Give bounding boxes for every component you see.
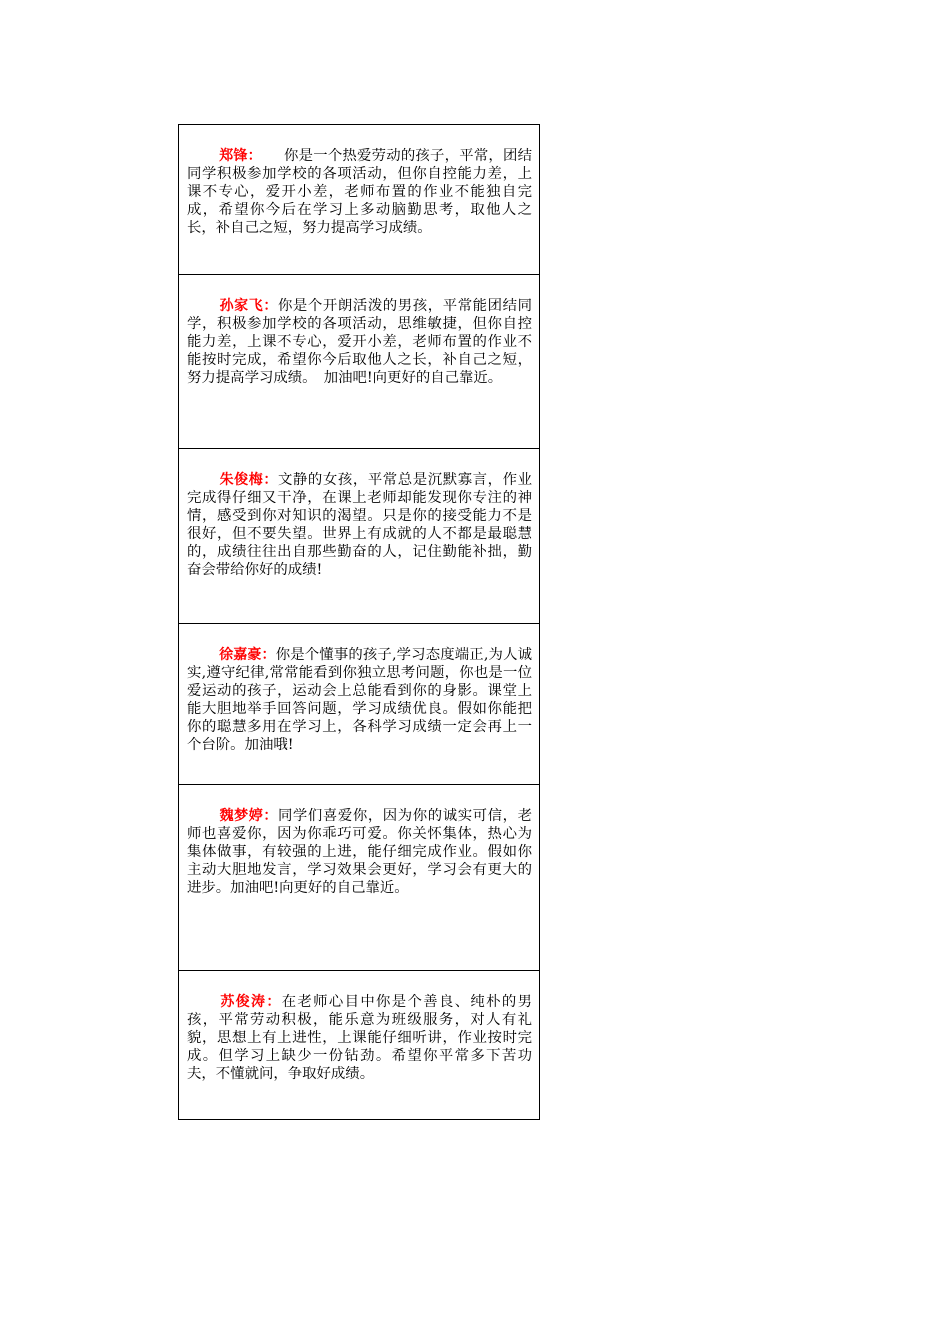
comment-text: 在老师心目中你是个善良、纯朴的男孩，平常劳动积极，能乐意为班级服务，对人有礼貌，思想上有上进性，上课能仔细听讲，作业按时完成。但学习上缺少一份钻劲。希望你平常多下苦功夫，不懂就问，争取好成绩。 <box>187 994 532 1082</box>
comment-text: 你是一个热爱劳动的孩子，平常，团结同学积极参加学校的各项活动，但你自控能力差，上课不专心，爱开小差，老师布置的作业不能独自完成，希望你今后在学习上多动脑勤思考，取他人之长，补自己之短，努力提高学习成绩。 <box>187 148 533 236</box>
student-name: 郑锋： <box>219 148 255 164</box>
student-name: 苏俊涛： <box>219 994 282 1010</box>
comment-text: 你是个开朗活泼的男孩，平常能团结同学，积极参加学校的各项活动，思维敏捷，但你自控能力差，上课不专心，爱开小差，老师布置的作业不能按时完成，希望你今后取他人之长，补自己之短，努力提高学习成绩。 加油吧!向更好的自己靠近。 <box>187 298 532 386</box>
comment-cell-2 <box>179 275 539 449</box>
comment-cell-5 <box>179 785 539 971</box>
comment-text: 你是个懂事的孩子,学习态度端正,为人诚实,遵守纪律,常常能看到你独立思考问题，你也是一位爱运动的孩子，运动会上总能看到你的身影。课堂上能大胆地举手回答问题，学习成绩优良。假如你能把你的聪慧多用在学习上，各科学习成绩一定会再上一个台阶。加油哦! <box>187 647 533 753</box>
comment-cell-3 <box>179 449 539 624</box>
student-name: 魏梦婷： <box>219 808 278 824</box>
comment-cell-1 <box>179 125 539 275</box>
comment-cell-6 <box>179 971 539 1119</box>
student-name: 孙家飞： <box>219 298 278 314</box>
comment-text: 文静的女孩，平常总是沉默寡言，作业完成得仔细又干净，在课上老师却能发现你专注的神情，感受到你对知识的渴望。只是你的接受能力不是很好，但不要失望。世界上有成就的人不都是最聪慧的，成绩往往出自那些勤奋的人，记住勤能补拙，勤奋会带给你好的成绩! <box>187 472 532 578</box>
student-name: 朱俊梅： <box>219 472 278 488</box>
comment-cell-4 <box>179 624 539 785</box>
student-name: 徐嘉豪： <box>219 647 276 663</box>
comment-text: 同学们喜爱你，因为你的诚实可信，老师也喜爱你，因为你乖巧可爱。你关怀集体，热心为集体做事，有较强的上进，能仔细完成作业。假如你主动大胆地发言，学习效果会更好，学习会有更大的进步。加油吧!向更好的自己靠近。 <box>187 808 532 896</box>
comment-table <box>178 124 540 1120</box>
